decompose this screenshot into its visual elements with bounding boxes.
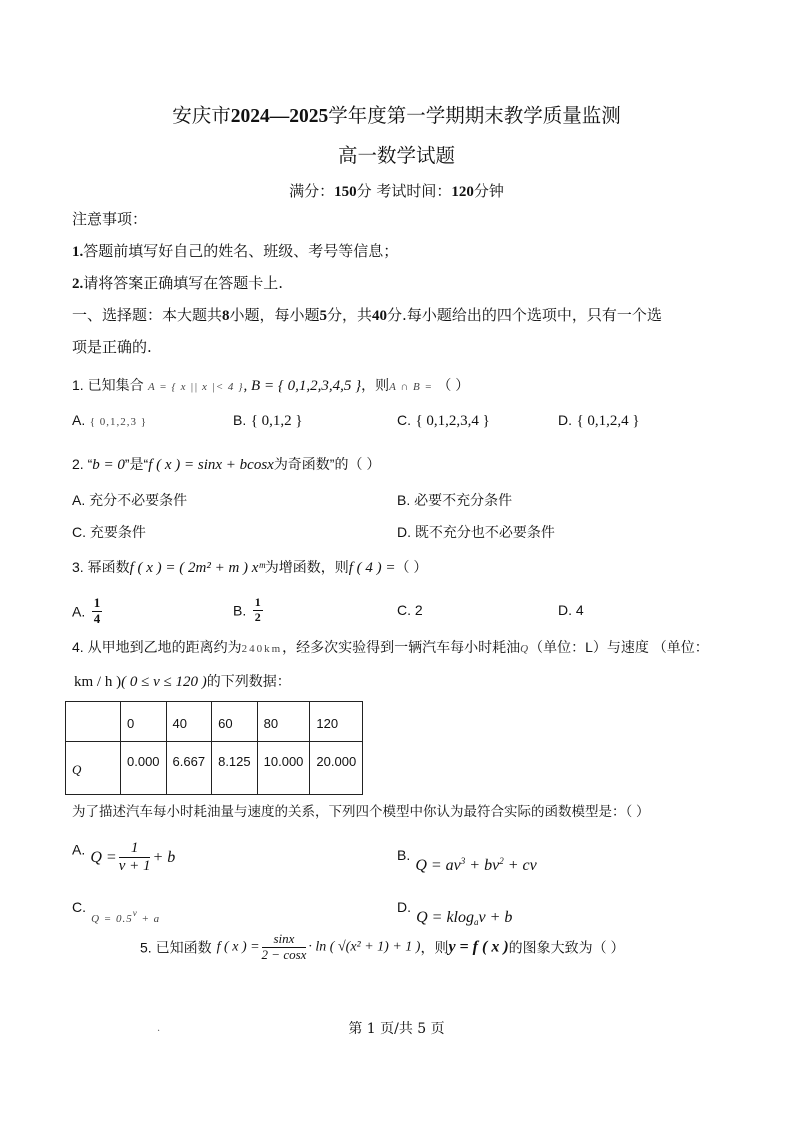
option-label: C.	[72, 899, 86, 915]
score-value: 150	[334, 184, 357, 200]
q1-paren: （ ）	[437, 377, 470, 393]
q1-option-a[interactable]	[72, 412, 147, 429]
q5-fx: f ( x ) =	[216, 939, 260, 955]
q4-option-b[interactable]	[397, 847, 537, 875]
q1-option-b[interactable]	[233, 412, 303, 430]
notice-item-1-num: 1.	[72, 244, 84, 260]
notice-item-1	[72, 240, 398, 261]
denominator: 2	[254, 609, 261, 624]
table-cell: 80	[257, 702, 310, 742]
table-cell: 20.000	[310, 742, 363, 795]
option-formula-tail: + b	[152, 848, 176, 866]
table-cell: Q	[66, 742, 121, 795]
q3-option-c[interactable]	[397, 602, 423, 618]
option-label: D.	[558, 412, 572, 428]
q3-option-d[interactable]	[558, 602, 584, 618]
option-label: B.	[233, 602, 247, 619]
q3-paren: （ ）	[395, 559, 428, 575]
table-header-row	[66, 702, 363, 742]
q5-stem-c: 的图象大致为（ ）	[508, 939, 625, 956]
option-label: A.	[72, 603, 86, 620]
q4-option-a[interactable]	[72, 840, 175, 876]
option-text: 充分不必要条件	[89, 492, 188, 508]
option-formula: Q = 0.5v + a	[91, 908, 161, 925]
denominator: 2 − cosx	[261, 946, 307, 962]
q2-stem-a: 2. “	[72, 456, 93, 472]
q1-stem-a: 1. 已知集合	[72, 377, 144, 393]
score-unit: 分 考试时间：	[356, 182, 452, 200]
q2-stem-c: 为奇函数”的（ ）	[273, 456, 381, 472]
q4-stem-d: ）与速度 （单位：	[592, 639, 709, 655]
table-cell	[66, 702, 121, 742]
table-cell: 60	[212, 702, 258, 742]
q3-function: f ( x ) = ( 2m² + m ) xᵐ	[129, 560, 265, 576]
question-1	[72, 375, 469, 395]
notice-item-2-num: 2.	[72, 276, 84, 292]
q4-option-c[interactable]	[72, 899, 160, 925]
q1-stem-b: ，则	[361, 377, 390, 393]
fraction	[119, 840, 151, 876]
numerator: sinx	[262, 932, 307, 948]
q5-stem-a: 5. 已知函数	[140, 939, 212, 956]
q4-speed-range: ( 0 ≤ v ≤ 120 )	[121, 674, 207, 690]
denominator: 4	[93, 610, 101, 626]
page-number: 第 1 页/共 5 页	[348, 1021, 445, 1037]
option-label: B.	[397, 847, 411, 863]
section-points: 5	[319, 308, 328, 324]
option-label: A.	[72, 841, 86, 858]
section-text-b: 小题，每小题	[229, 306, 320, 324]
notice-item-2	[72, 272, 283, 293]
q1-option-c[interactable]	[397, 412, 490, 430]
q1-set-b: , B = { 0,1,2,3,4,5 }	[243, 378, 362, 394]
table-row	[66, 742, 363, 795]
option-text: 4	[575, 602, 584, 618]
option-formula: $Q = av^3 + bv^2$ + cv	[415, 856, 537, 874]
section-1-intro-line2: 项是正确的.	[72, 338, 152, 356]
fraction-one-quarter	[92, 596, 103, 627]
q3-stem-a: 3. 幂函数	[72, 559, 130, 575]
q4-distance: 240km	[241, 643, 283, 655]
question-2	[72, 454, 380, 474]
q5-log-term: · ln ( √(x² + 1) + 1 )	[308, 939, 421, 955]
question-5	[140, 932, 625, 963]
exam-subtitle: 高一数学试题	[337, 144, 455, 167]
q2-option-a[interactable]	[72, 490, 187, 510]
option-formula: Q =	[90, 848, 117, 866]
q4-question: 为了描述汽车每小时耗油量与速度的关系，下列四个模型中你认为最符合实际的函数模型是：（ ）	[72, 804, 650, 819]
q4-data-table	[65, 701, 363, 795]
denominator: v + 1	[118, 858, 151, 875]
section-text-d: 分.每小题给出的四个选项中，只有一个选	[387, 306, 662, 324]
question-3	[72, 557, 427, 577]
table-cell: 8.125	[212, 742, 258, 795]
q3-target: f ( 4 ) =	[348, 560, 396, 576]
option-text: 必要不充分条件	[414, 492, 513, 508]
q4-option-d[interactable]	[397, 899, 512, 927]
option-text: 2	[414, 602, 423, 618]
q4-stem-b: ，经多次实验得到一辆汽车每小时耗油	[282, 639, 521, 655]
option-text: { 0,1,2,3,4 }	[415, 413, 490, 429]
q4-line-2	[74, 671, 291, 691]
q1-option-d[interactable]	[558, 412, 640, 430]
q1-set-a: A = { x || x |< 4 }	[148, 381, 244, 393]
fraction-one-half	[253, 596, 263, 625]
q5-fraction	[262, 932, 307, 963]
q5-stem-b: ，则	[420, 939, 449, 956]
q4-q-var: Q	[520, 643, 530, 655]
score-line	[0, 180, 793, 201]
table-cell: 6.667	[166, 742, 212, 795]
exam-title	[0, 100, 793, 128]
numerator: 1	[254, 595, 261, 609]
q4-unit-l: L	[585, 639, 593, 655]
notice-item-2-text: 请将答案正确填写在答题卡上.	[83, 274, 284, 292]
option-label: C.	[72, 524, 86, 540]
q3-option-b[interactable]	[233, 596, 265, 625]
q1-intersection: A ∩ B =	[389, 381, 433, 393]
section-1-intro	[72, 304, 662, 325]
option-formula: Q = klog$_a$v + b	[416, 909, 513, 927]
q4-line-2-tail: 的下列数据：	[206, 673, 291, 689]
option-label: B.	[233, 412, 247, 428]
table-cell: 40	[166, 702, 212, 742]
table-cell: 120	[310, 702, 363, 742]
option-label: C.	[397, 412, 411, 428]
option-label: D.	[397, 899, 411, 915]
footer-dot: ·	[157, 1026, 161, 1037]
notice-heading: 注意事项：	[72, 210, 148, 228]
score-label: 满分：	[289, 182, 335, 200]
question-4	[72, 637, 709, 657]
q2-option-c[interactable]	[72, 522, 146, 542]
section-text-a: 一、选择题：本大题共	[72, 306, 223, 324]
section-count: 8	[222, 308, 230, 324]
section-text-c: 分，共	[327, 306, 373, 324]
title-rest: 学年度第一学期期末教学质量监测	[328, 104, 621, 127]
q4-stem-c: （单位：	[529, 639, 586, 655]
option-text: { 0,1,2 }	[250, 413, 303, 429]
option-label: C.	[397, 602, 411, 618]
option-label: D.	[397, 524, 411, 540]
time-unit: 分钟	[473, 182, 504, 200]
table-cell: 0.000	[121, 742, 167, 795]
q3-option-a[interactable]	[72, 596, 104, 627]
time-value: 120	[451, 184, 474, 200]
section-total: 40	[372, 308, 388, 324]
q2-function: f ( x ) = sinx + bcosx	[148, 457, 274, 473]
q4-stem-a: 4. 从甲地到乙地的距离约为	[72, 639, 242, 655]
option-label: D.	[558, 602, 572, 618]
option-text: 既不充分也不必要条件	[414, 524, 555, 540]
notice-item-1-text: 答题前填写好自己的姓名、班级、考号等信息；	[83, 242, 399, 260]
q2-option-b[interactable]	[397, 490, 512, 510]
option-label: A.	[72, 492, 86, 508]
q4-speed-unit: km / h )	[74, 674, 122, 690]
table-cell: 10.000	[257, 742, 310, 795]
option-label: A.	[72, 412, 86, 428]
option-text: { 0,1,2,3 }	[89, 416, 147, 428]
q2-condition: b = 0	[92, 457, 125, 473]
q2-stem-b: ”是“	[124, 456, 149, 472]
option-text: { 0,1,2,4 }	[576, 413, 640, 429]
title-years: 2024—2025	[230, 106, 329, 127]
numerator: 1	[93, 595, 101, 610]
table-cell: 0	[121, 702, 167, 742]
q3-stem-b: 为增函数，则	[264, 559, 349, 575]
option-text: 充要条件	[89, 524, 146, 540]
option-label: B.	[397, 492, 411, 508]
numerator: 1	[119, 840, 151, 858]
title-city: 安庆市	[172, 104, 231, 127]
q2-option-d[interactable]	[397, 522, 555, 542]
q5-yfx: y = f ( x )	[448, 938, 509, 956]
